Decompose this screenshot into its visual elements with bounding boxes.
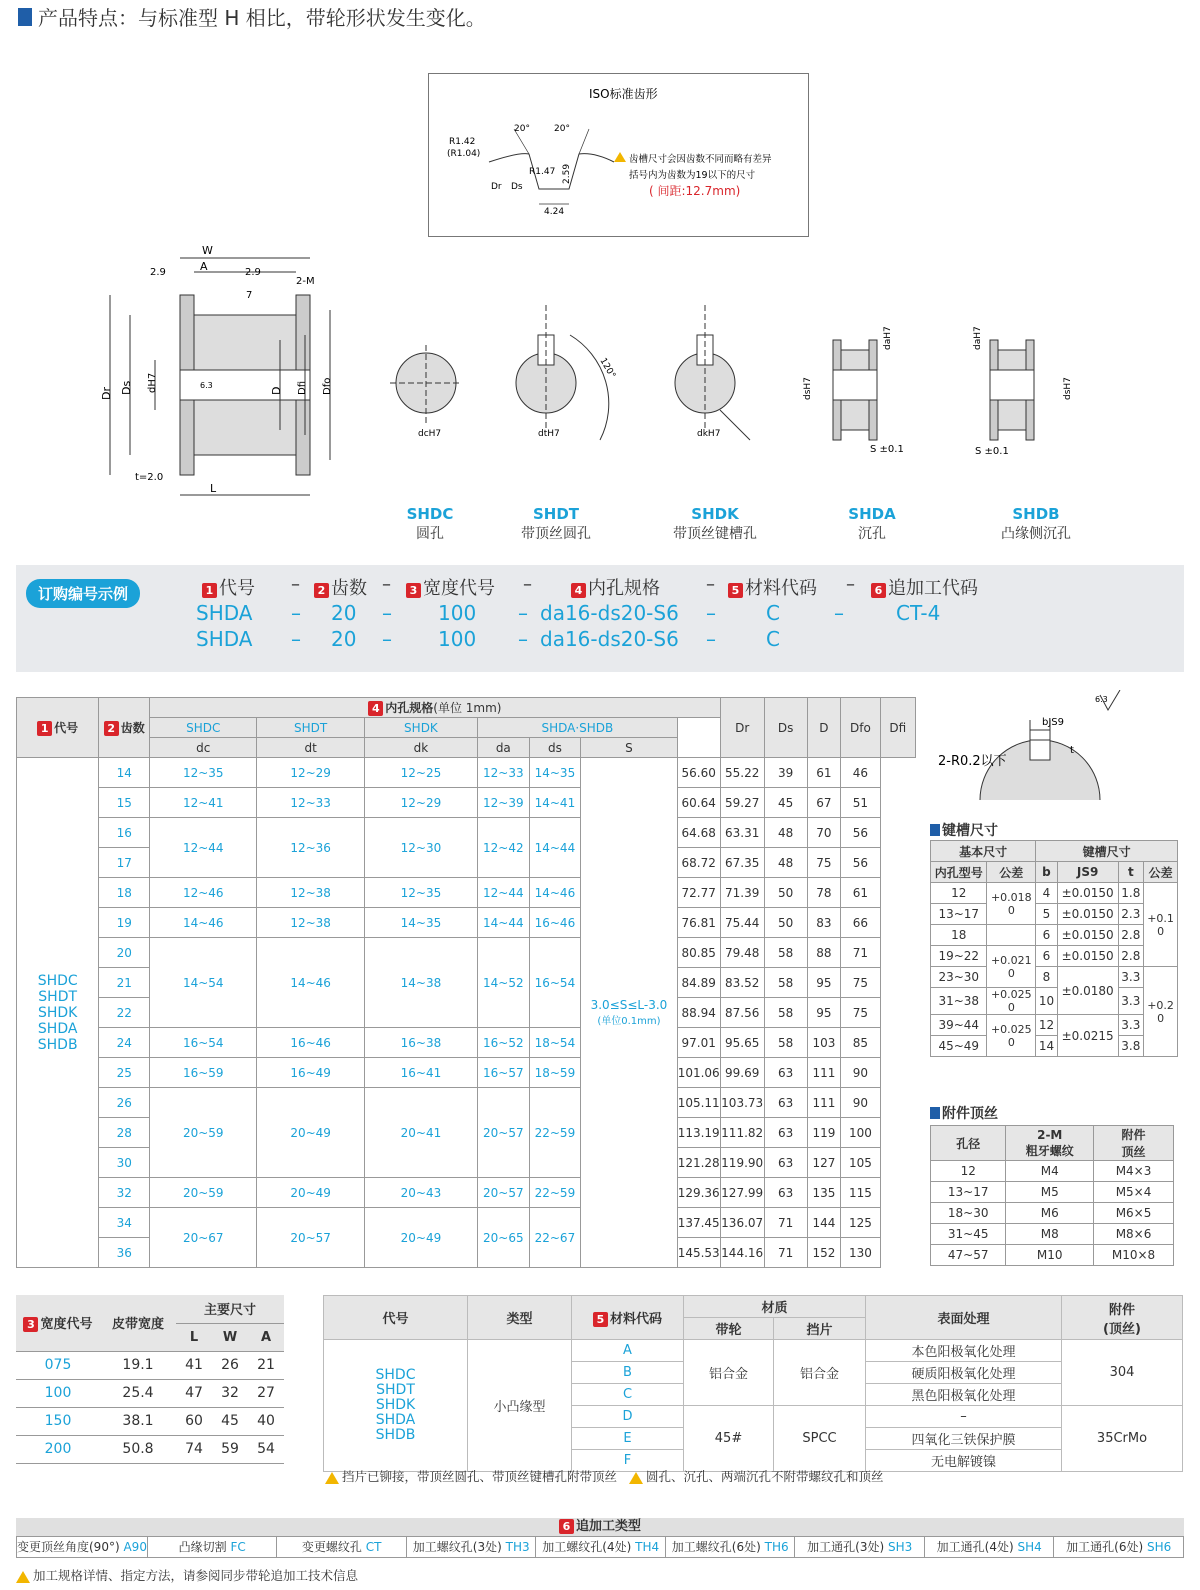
- table-row: 150 38.1 60 45 40: [16, 1407, 284, 1435]
- order-example: [16, 565, 1184, 672]
- th-dfo: Dfo: [841, 698, 880, 758]
- th-matq: 材质: [684, 1296, 866, 1318]
- order-dash: –: [834, 601, 844, 625]
- th-shdk: SHDK: [364, 718, 477, 738]
- iso-angle-a: 20°: [514, 124, 530, 134]
- dim-a: A: [200, 260, 208, 273]
- order-head-bore: 4 内孔规格: [571, 574, 660, 600]
- material-table: 代号 类型 5 材料代码 材质 表面处理 附件 (顶丝) 带轮 挡片 SHDC SHDT SHDK SHDA SHDB 小凸缘型 A 铝合金 铝合金 本色阳极氧化处理 304 B 硬质阳极氧化处理 C 黑色阳极氧化处理 D 45# SPCC – 35CrMo E 四氧化三铁保护膜 F 无电解镀镍: [323, 1295, 1183, 1472]
- addition-title: 6 追加工类型: [16, 1518, 1184, 1536]
- table-row: 36 145.53 144.16 71 152 130: [17, 1238, 916, 1268]
- dim-dkh7: dkH7: [697, 429, 721, 439]
- dim-63: 6.3: [200, 381, 213, 390]
- th-mat-type: 类型: [468, 1296, 572, 1340]
- table-row: 32 20~59 20~49 20~43 20~57 22~59 129.36 127.99 63 135 115: [17, 1178, 916, 1208]
- order-dash: –: [846, 574, 855, 595]
- main-section-drawing: [100, 244, 333, 495]
- table-row: 17 68.72 67.35 48 75 56: [17, 848, 916, 878]
- addition-item: 加工螺纹孔(3处) TH3: [407, 1536, 537, 1558]
- th-dfi: Dfi: [880, 698, 915, 758]
- table-row: 21 84.89 83.52 58 95 75: [17, 968, 916, 998]
- table-row: 34 20~67 20~57 20~49 20~65 22~67 137.45 136.07 71 144 125: [17, 1208, 916, 1238]
- order-dash: –: [706, 601, 716, 625]
- shdk-drawing: [675, 305, 750, 440]
- th-mat-matcode: 5 材料代码: [572, 1296, 684, 1340]
- keyway-t: t: [1070, 745, 1074, 756]
- keyway-r: 2-R0.2以下: [938, 754, 1007, 769]
- product-code: SHDB: [1012, 505, 1060, 523]
- dim-dh7: dH7: [147, 372, 158, 393]
- product-name: 圆孔: [416, 526, 444, 542]
- iso-title: ISO标准齿形: [589, 87, 658, 101]
- th-surface: 表面处理: [866, 1296, 1062, 1340]
- addition-item: 变更顶丝角度(90°) A90: [16, 1536, 148, 1558]
- order-dash: –: [291, 601, 301, 625]
- table-row: 30 121.28 119.90 63 127 105: [17, 1148, 916, 1178]
- dim-shdb-dah7: daH7: [973, 326, 983, 350]
- dim-ds: Ds: [120, 380, 133, 395]
- table-row: 20 14~54 14~46 14~38 14~52 16~54 80.85 79.48 58 88 71: [17, 938, 916, 968]
- iso-tooth-box: [428, 73, 809, 237]
- order-val: da16-ds20-S6: [540, 627, 679, 651]
- addition-item: 加工通孔(4处) SH4: [925, 1536, 1055, 1558]
- order-val: C: [766, 627, 780, 651]
- dim-d: D: [270, 386, 283, 395]
- order-val: 100: [438, 627, 477, 651]
- code-list: SHDC SHDT SHDK SHDA SHDB: [17, 758, 99, 1268]
- order-head-width: 3 宽度代号: [406, 574, 495, 600]
- th-ds2: ds: [529, 738, 581, 758]
- order-dash: –: [291, 574, 300, 595]
- page-header: [18, 2, 486, 31]
- product-label-shdb: [976, 505, 1096, 543]
- table-row: 25 16~59 16~49 16~41 16~57 18~59 101.06 99.69 63 111 90: [17, 1058, 916, 1088]
- order-val: SHDA: [196, 601, 253, 625]
- dim-shda-dsh7: dsH7: [803, 377, 813, 400]
- dim-l: L: [210, 482, 217, 495]
- shdb-drawing: [973, 326, 1073, 457]
- dim-shdb-dsh7: dsH7: [1063, 377, 1073, 400]
- iso-d424: 4.24: [544, 207, 565, 217]
- order-val: SHDA: [196, 627, 253, 651]
- product-code: SHDA: [848, 505, 896, 523]
- table-row: 24 16~54 16~46 16~38 16~52 18~54 97.01 95.65 58 103 85: [17, 1028, 916, 1058]
- dim-dth7: dtH7: [538, 429, 560, 439]
- iso-r147: R1.47: [529, 167, 556, 177]
- dim-shda-dah7: daH7: [883, 326, 893, 350]
- product-name: 沉孔: [858, 526, 886, 542]
- s-rule: 3.0≤S≤L-3.0 (单位0.1mm): [581, 758, 678, 1268]
- th-da: da: [478, 738, 530, 758]
- th-dk: dk: [364, 738, 477, 758]
- addition-item: 变更螺纹孔 CT: [277, 1536, 407, 1558]
- th-shdt: SHDT: [257, 718, 364, 738]
- dim-shdb-s: S ±0.1: [975, 446, 1009, 457]
- product-code: SHDT: [532, 505, 580, 523]
- dim-29a: 2.9: [150, 267, 166, 278]
- table-row: 075 19.1 41 26 21: [16, 1351, 284, 1379]
- product-code: SHDC: [406, 505, 454, 523]
- iso-r142: R1.42: [449, 137, 476, 147]
- order-dash: –: [382, 574, 391, 595]
- table-row: 22 88.94 87.56 58 95 75: [17, 998, 916, 1028]
- dim-w: W: [202, 244, 213, 257]
- table-row: 19 14~46 12~38 14~35 14~44 16~46 76.81 75.44 50 83 66: [17, 908, 916, 938]
- keyway-63: 6.3: [1095, 695, 1108, 704]
- order-val: CT-4: [896, 601, 941, 625]
- th-ds: Ds: [764, 698, 807, 758]
- order-head-addition: 6 追加工代码: [871, 574, 978, 600]
- iso-dr: Dr: [491, 182, 502, 192]
- th-s: S: [581, 738, 678, 758]
- dim-dch7: dcH7: [418, 429, 442, 439]
- th-main: 主要尺寸: [176, 1295, 284, 1323]
- product-code: SHDK: [691, 505, 739, 523]
- th-dr: Dr: [720, 698, 764, 758]
- order-dash: –: [291, 627, 301, 651]
- technical-drawings: [100, 240, 1100, 530]
- dim-29b: 2.9: [245, 267, 261, 278]
- th-shdc: SHDC: [150, 718, 257, 738]
- iso-tooth-diagram: [429, 74, 810, 238]
- addition-row: [16, 1536, 1184, 1558]
- iso-angle-b: 20°: [554, 124, 570, 134]
- table-row: 28 113.19 111.82 63 119 100: [17, 1118, 916, 1148]
- order-dash: –: [706, 627, 716, 651]
- table-row: 200 50.8 74 59 54: [16, 1435, 284, 1463]
- th-code: 1 代号: [17, 698, 99, 758]
- iso-ds: Ds: [511, 182, 523, 192]
- order-dash: –: [518, 601, 528, 625]
- addition-item: 凸缘切割 FC: [148, 1536, 278, 1558]
- material-notes: 挡片已铆接，带顶丝圆孔、带顶丝键槽孔附带顶丝 圆孔、沉孔、两端沉孔不附带螺纹孔和顶丝: [325, 1467, 883, 1485]
- order-val: 20: [331, 601, 357, 625]
- product-name: 带顶丝键槽孔: [673, 526, 757, 542]
- table-row: SHDC SHDT SHDK SHDA SHDB 14 12~35 12~29 12~25 12~33 14~35 3.0≤S≤L-3.0 (单位0.1mm) 56.60 55.22 39 61 46: [17, 758, 916, 788]
- keyway-diagram: [930, 690, 1170, 810]
- shdt-drawing: [516, 305, 617, 440]
- header-text: 产品特点：与标准型 H 相比，带轮形状发生变化。: [38, 6, 486, 30]
- th-teeth: 2 齿数: [99, 698, 150, 758]
- product-label-shda: [812, 505, 932, 543]
- order-badge: 订购编号示例: [26, 579, 140, 608]
- product-name: 凸缘侧沉孔: [1001, 526, 1071, 542]
- iso-r104: (R1.04): [447, 149, 481, 159]
- keyway-title: 键槽尺寸: [930, 820, 998, 840]
- order-val: 100: [438, 601, 477, 625]
- th-acc: 附件 (顶丝): [1062, 1296, 1183, 1340]
- shda-drawing: [803, 326, 904, 455]
- th-mat-code: 代号: [324, 1296, 468, 1340]
- addition-item: 加工通孔(6处) SH6: [1054, 1536, 1184, 1558]
- th-shdab: SHDA·SHDB: [478, 718, 678, 738]
- iso-note1: 齿槽尺寸会因齿数不同而略有差异: [629, 154, 772, 165]
- dim-dr: Dr: [100, 387, 113, 400]
- iso-note2: 括号内为齿数为19以下的尺寸: [629, 170, 756, 181]
- order-head-teeth: 2 齿数: [314, 574, 367, 600]
- footer-note: 加工规格详情、指定方法，请参阅同步带轮追加工技术信息: [16, 1566, 358, 1584]
- iso-pitch: ( 间距:12.7mm): [649, 184, 741, 198]
- order-val: 20: [331, 627, 357, 651]
- iso-d259: 2.59: [562, 163, 572, 184]
- th-bore: 4 内孔规格(单位 1mm): [150, 698, 721, 718]
- th-dc: dc: [150, 738, 257, 758]
- dim-dfo: Dfo: [322, 377, 333, 395]
- product-name: 带顶丝圆孔: [521, 526, 591, 542]
- th-width-code: 3 宽度代号: [16, 1295, 100, 1351]
- order-val: C: [766, 601, 780, 625]
- header-square-icon: [18, 8, 32, 26]
- table-row: 16 12~44 12~36 12~30 12~42 14~44 64.68 63.31 48 70 56: [17, 818, 916, 848]
- th-belt: 皮带宽度: [100, 1295, 176, 1351]
- width-table: 3 宽度代号 皮带宽度 主要尺寸 L W A 075 19.1 41 26 21 100 25.4 47 32 27 150 38.1 60 45 40 200 50.8 74 59 54: [16, 1295, 284, 1464]
- product-label-shdc: [370, 505, 490, 543]
- product-label-shdt: [496, 505, 616, 543]
- addition-item: 加工螺纹孔(4处) TH4: [536, 1536, 666, 1558]
- warning-icon: [16, 1571, 30, 1583]
- screw-title: 附件顶丝: [930, 1103, 998, 1123]
- dim-120: 120°: [597, 356, 617, 381]
- order-dash: –: [518, 627, 528, 651]
- order-head-code: 1 代号: [202, 574, 255, 600]
- th-dt: dt: [257, 738, 364, 758]
- main-spec-table: [16, 697, 916, 1268]
- th-d: D: [807, 698, 841, 758]
- screw-table: 孔径 2-M 粗牙螺纹 附件 顶丝 12 M4 M4×3 13~17 M5 M5×4 18~30 M6 M6×5 31~45 M8 M8×6 47~57 M10 M10×8: [930, 1125, 1174, 1266]
- order-dash: –: [382, 601, 392, 625]
- dim-7: 7: [246, 290, 253, 301]
- order-dash: –: [382, 627, 392, 651]
- shdc-drawing: [390, 345, 462, 439]
- keyway-table: 基本尺寸 键槽尺寸 内孔型号 公差 b JS9 t 公差 12 +0.018 0 4 ±0.0150 1.8 +0.1 0 13~17 5 ±0.0150 2.3 18 6 ±0.0150 2.8 19~22 +0.021 0 6 ±0.0150 2.8 23~30 8 ±0.0180 3.3 +0.2 0 31~38 +0.025 0 10 3.3 39~44 +0.025 0 12 ±0.0215 3.3 45~49 14 3.8: [930, 840, 1178, 1057]
- dim-2m: 2-M: [296, 276, 315, 287]
- addition-item: 加工螺纹孔(6处) TH6: [666, 1536, 796, 1558]
- addition-item: 加工通孔(3处) SH3: [795, 1536, 925, 1558]
- order-val: da16-ds20-S6: [540, 601, 679, 625]
- order-head-material: 5 材料代码: [728, 574, 817, 600]
- table-row: 100 25.4 47 32 27: [16, 1379, 284, 1407]
- table-row: 15 12~41 12~33 12~29 12~39 14~41 60.64 59.27 45 67 51: [17, 788, 916, 818]
- order-dash: –: [706, 574, 715, 595]
- warning-icon: [325, 1472, 339, 1484]
- table-row: 18 12~46 12~38 12~35 12~44 14~46 72.77 71.39 50 78 61: [17, 878, 916, 908]
- keyway-b: bJS9: [1042, 717, 1065, 728]
- dim-shda-s: S ±0.1: [870, 444, 904, 455]
- dim-t: t=2.0: [135, 472, 164, 483]
- warning-icon: [629, 1472, 643, 1484]
- dim-dfi: Dfi: [297, 381, 308, 395]
- table-row: 26 20~59 20~49 20~41 20~57 22~59 105.11 103.73 63 111 90: [17, 1088, 916, 1118]
- product-label-shdk: [655, 505, 775, 543]
- order-dash: –: [523, 574, 532, 595]
